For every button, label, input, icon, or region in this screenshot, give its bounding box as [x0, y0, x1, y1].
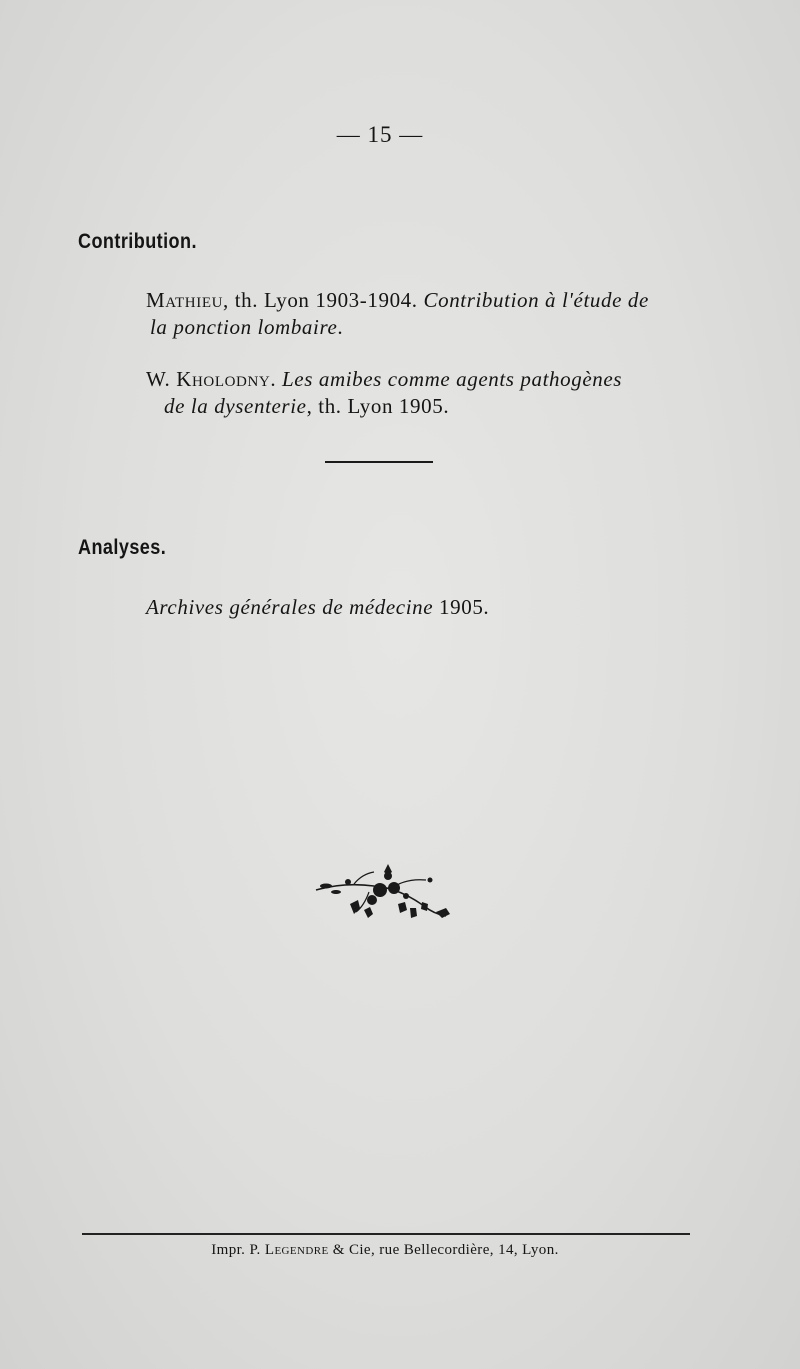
analyses-entry — [146, 594, 489, 621]
bibliography-entry-mathieu — [146, 287, 706, 341]
entry-title-line1: Contribution à l'étude de — [423, 288, 649, 312]
printer-imprint — [0, 1242, 770, 1259]
bibliography-entry-kholodny — [146, 366, 706, 420]
imprint-printer: Legendre — [264, 1242, 329, 1258]
entry-meta: , th. Lyon 1903-1904. — [223, 288, 424, 312]
entry-separator: . — [270, 367, 283, 391]
footer-rule — [82, 1233, 690, 1235]
entry-meta: , th. Lyon 1905. — [306, 394, 450, 418]
entry-title-line1: Les amibes comme agents pathogènes — [282, 367, 623, 391]
contribution-heading-period: . — [191, 230, 197, 253]
analyses-heading-period: . — [160, 536, 167, 559]
contribution-heading-text: Contribution — [78, 230, 192, 253]
section-heading-contribution — [78, 230, 197, 254]
entry-author: Kholodny — [176, 367, 271, 391]
section-divider — [325, 461, 433, 463]
analyses-entry-title: Archives générales de médecine — [146, 595, 434, 619]
floral-vignette-icon — [314, 862, 454, 932]
imprint-prefix: Impr. P. — [211, 1242, 265, 1258]
analyses-entry-year: 1905. — [433, 595, 490, 619]
entry-title-line2: de la dysenterie — [164, 394, 307, 418]
entry-end: . — [337, 315, 344, 339]
analyses-heading-text: Analyses — [78, 536, 161, 559]
section-heading-analyses — [78, 536, 166, 560]
entry-author-initial: W. — [146, 367, 177, 391]
page-number: — 15 — — [336, 122, 424, 147]
imprint-address: & Cie, rue Bellecordière, 14, Lyon. — [328, 1242, 559, 1258]
entry-author: Mathieu — [146, 288, 224, 312]
entry-title-line2: la ponction lombaire — [150, 315, 338, 339]
